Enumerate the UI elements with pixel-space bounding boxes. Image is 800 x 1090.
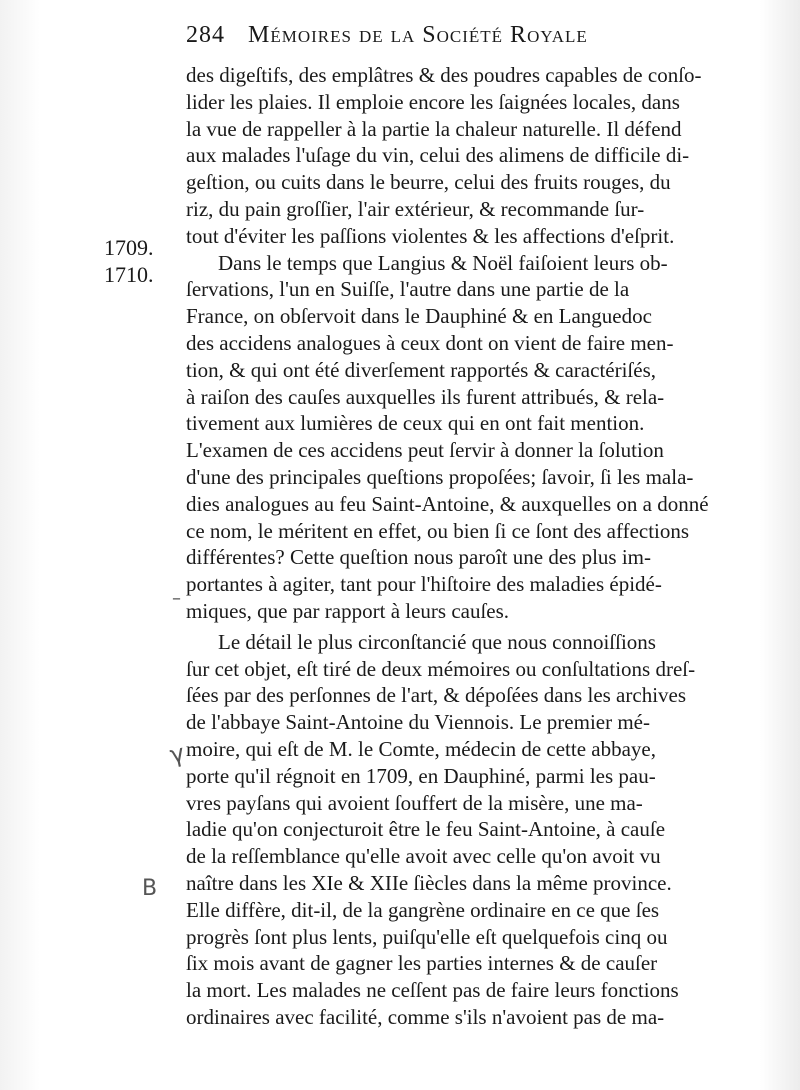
text-line: naître dans les XIe & XIIe ſiècles dans la même province. — [186, 870, 672, 895]
text-line: à raiſon des cauſes auxquelles ils furent attribués, & rela- — [186, 384, 665, 409]
text-line: moire, qui eſt de M. le Comte, médecin de cette abbaye, — [186, 736, 656, 761]
text-line: aux malades l'uſage du vin, celui des alimens de difficile di- — [186, 143, 690, 168]
text-line: France, on obſervoit dans le Dauphiné & en Languedoc — [186, 304, 652, 329]
body-text — [186, 62, 770, 1031]
text-line: ſées par des perſonnes de l'art, & dépoſées dans les archives — [186, 683, 687, 708]
text-line: progrès ſont plus lents, puiſqu'elle eſt quelquefois cinq ou — [186, 924, 668, 949]
text-line: miques, que par rapport à leurs cauſes. — [186, 598, 510, 623]
text-line: ordinaires avec facilité, comme s'ils n'avoient pas de ma- — [186, 1004, 665, 1029]
text-line: geſtion, ou cuits dans le beurre, celui des fruits rouges, du — [186, 170, 671, 195]
text-line: Elle diffère, dit-il, de la gangrène ordinaire en ce que ſes — [186, 897, 660, 922]
handwritten-gamma-mark: γ — [167, 738, 187, 770]
text-line: des accidens analogues à ceux dont on vient de faire men- — [186, 330, 674, 355]
text-line: riz, du pain groſſier, l'air extérieur, & recommande ſur- — [186, 196, 645, 221]
text-line: tivement aux lumières de ceux qui en ont fait mention. — [186, 411, 645, 436]
paragraph-start-line: Le détail le plus circonſtancié que nous connoiſſions — [218, 629, 656, 654]
text-line: tion, & qui ont été diverſement rapportés & caractériſés, — [186, 357, 656, 382]
text-line: de la reſſemblance qu'elle avoit avec celle qu'on avoit vu — [186, 844, 661, 869]
text-line: des digeſtifs, des emplâtres & des poudres capables de conſo- — [186, 63, 702, 87]
text-line: ce nom, le méritent en effet, ou bien ſi ce ſont des affections — [186, 518, 690, 543]
text-line: L'examen de ces accidens peut ſervir à donner la ſolution — [186, 438, 664, 463]
text-line: ladie qu'on conjecturoit être le feu Saint-Antoine, à cauſe — [186, 817, 666, 842]
running-header — [186, 22, 746, 56]
text-line: la mort. Les malades ne ceſſent pas de faire leurs fonctions — [186, 978, 679, 1003]
text-line: lider les plaies. Il emploie encore les ſaignées locales, dans — [186, 89, 680, 114]
handwritten-b-mark: B — [142, 876, 158, 901]
text-line: tout d'éviter les paſſions violentes & les affections d'eſprit. — [186, 223, 675, 248]
text-line: la vue de rappeller à la partie la chaleur naturelle. Il défend — [186, 116, 682, 141]
text-line: porte qu'il régnoit en 1709, en Dauphiné, parmi les pau- — [186, 763, 656, 788]
margin-year-1710: 1710. — [104, 262, 154, 287]
page-number: 284 — [186, 22, 225, 48]
text-line: dies analogues au feu Saint-Antoine, & auxquelles on a donné — [186, 491, 709, 516]
text-line: différentes? Cette queſtion nous paroît une des plus im- — [186, 545, 652, 570]
text-line: ſix mois avant de gagner les parties internes & de cauſer — [186, 951, 658, 976]
text-line: portantes à agiter, tant pour l'hiſtoire des maladies épidé- — [186, 572, 662, 597]
text-line: ſur cet objet, eſt tiré de deux mémoires ou conſultations dreſ- — [186, 656, 696, 681]
text-line: d'une des principales queſtions propoſées; ſavoir, ſi les mala- — [186, 464, 694, 489]
running-title: Mémoires de la Société Royale — [248, 22, 588, 48]
paragraph-start-line: Dans le temps que Langius & Noël faiſoient leurs ob- — [218, 250, 668, 275]
text-line: vres payſans qui avoient ſouffert de la misère, une ma- — [186, 790, 643, 815]
margin-year-1709: 1709. — [104, 235, 154, 260]
handwritten-dash-mark: – — [172, 588, 181, 609]
text-line: de l'abbaye Saint-Antoine du Viennois. Le premier mé- — [186, 710, 650, 735]
text-line: ſervations, l'un en Suiſſe, l'autre dans une partie de la — [186, 277, 630, 302]
